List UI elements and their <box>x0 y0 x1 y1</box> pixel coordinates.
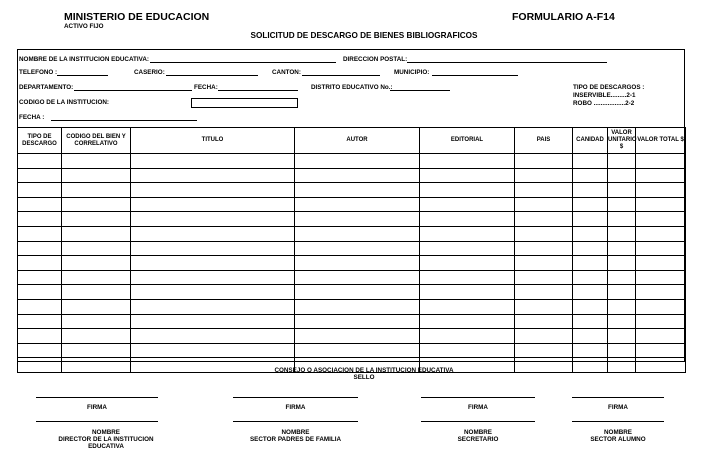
table-cell[interactable] <box>573 241 608 256</box>
field-fecha[interactable] <box>218 90 298 91</box>
table-cell[interactable] <box>62 226 131 241</box>
table-row <box>18 154 686 169</box>
table-cell[interactable] <box>420 329 515 344</box>
label-caserio: CASERIO: <box>134 69 165 76</box>
table-cell[interactable] <box>515 212 573 227</box>
table-cell[interactable] <box>573 154 608 169</box>
table-cell[interactable] <box>295 168 420 183</box>
field-fecha-2[interactable] <box>51 120 197 121</box>
table-cell[interactable] <box>131 197 295 212</box>
table-cell[interactable] <box>573 314 608 329</box>
table-cell[interactable] <box>62 197 131 212</box>
table-cell[interactable] <box>18 285 62 300</box>
table-cell[interactable] <box>131 168 295 183</box>
nombre-student: NOMBRE <box>604 429 632 436</box>
table-row <box>18 270 686 285</box>
table-cell[interactable] <box>573 197 608 212</box>
table-cell[interactable] <box>18 168 62 183</box>
table-cell[interactable] <box>515 299 573 314</box>
table-cell[interactable] <box>608 168 636 183</box>
table-cell[interactable] <box>295 343 420 358</box>
col-autor: AUTOR <box>295 128 420 154</box>
table-cell[interactable] <box>62 168 131 183</box>
table-cell[interactable] <box>62 241 131 256</box>
table-cell[interactable] <box>608 212 636 227</box>
seal-label: SELLO <box>353 374 375 381</box>
table-cell[interactable] <box>131 226 295 241</box>
table-cell[interactable] <box>608 285 636 300</box>
table-cell[interactable] <box>18 197 62 212</box>
table-cell[interactable] <box>18 270 62 285</box>
table-row <box>18 197 686 212</box>
table-cell[interactable] <box>131 270 295 285</box>
table-row <box>18 329 686 344</box>
table-cell[interactable] <box>515 154 573 169</box>
table-cell[interactable] <box>573 299 608 314</box>
col-cantidad: CANIDAD <box>573 128 608 154</box>
table-cell[interactable] <box>420 285 515 300</box>
table-cell[interactable] <box>608 226 636 241</box>
table-cell[interactable] <box>420 299 515 314</box>
table-cell[interactable] <box>295 314 420 329</box>
table-cell[interactable] <box>573 285 608 300</box>
firma-parents: FIRMA <box>285 404 306 411</box>
nombre-secretary: NOMBRE <box>464 429 492 436</box>
field-municipio[interactable] <box>432 75 518 76</box>
table-cell[interactable] <box>62 154 131 169</box>
table-cell[interactable] <box>636 285 686 300</box>
table-row <box>18 183 686 198</box>
label-canton: CANTON: <box>272 69 301 76</box>
table-cell[interactable] <box>420 314 515 329</box>
table-cell[interactable] <box>636 314 686 329</box>
table-row <box>18 241 686 256</box>
label-fecha: FECHA: <box>194 84 218 91</box>
table-cell[interactable] <box>636 270 686 285</box>
label-departamento: DEPARTAMENTO: <box>19 84 74 91</box>
table-cell[interactable] <box>573 212 608 227</box>
table-cell[interactable] <box>62 343 131 358</box>
table-cell[interactable] <box>295 212 420 227</box>
field-departamento[interactable] <box>74 90 192 91</box>
table-cell[interactable] <box>515 226 573 241</box>
table-cell[interactable] <box>131 314 295 329</box>
table-cell[interactable] <box>608 314 636 329</box>
table-cell[interactable] <box>573 226 608 241</box>
table-cell[interactable] <box>295 197 420 212</box>
table-cell[interactable] <box>608 329 636 344</box>
label-institution-name: NOMBRE DE LA INSTITUCION EDUCATIVA: <box>19 56 150 63</box>
table-cell[interactable] <box>573 168 608 183</box>
col-titulo: TITULO <box>131 128 295 154</box>
field-distrito[interactable] <box>390 90 450 91</box>
table-cell[interactable] <box>295 241 420 256</box>
label-codigo: CODIGO DE LA INSTITUCION: <box>19 99 110 106</box>
label-municipio: MUNICIPIO: <box>394 69 430 76</box>
discharge-type-inservible: INSERVIBLE.........2-1 <box>573 92 636 99</box>
table-cell[interactable] <box>636 241 686 256</box>
discharge-types-title: TIPO DE DESCARGOS : <box>573 84 645 91</box>
table-cell[interactable] <box>295 154 420 169</box>
table-cell[interactable] <box>131 256 295 271</box>
label-distrito: DISTRITO EDUCATIVO No.: <box>311 84 393 91</box>
nombre-director: NOMBRE <box>92 429 120 436</box>
table-row <box>18 168 686 183</box>
items-table <box>17 127 686 373</box>
table-cell[interactable] <box>420 226 515 241</box>
name-line-parents[interactable] <box>233 421 358 422</box>
role-director: DIRECTOR DE LA INSTITUCION <box>58 436 154 443</box>
table-cell[interactable] <box>573 329 608 344</box>
name-line-director[interactable] <box>36 421 158 422</box>
table-cell[interactable] <box>515 183 573 198</box>
table-cell[interactable] <box>515 329 573 344</box>
table-cell[interactable] <box>18 256 62 271</box>
table-cell[interactable] <box>62 183 131 198</box>
table-cell[interactable] <box>420 343 515 358</box>
table-cell[interactable] <box>636 183 686 198</box>
table-cell[interactable] <box>608 256 636 271</box>
col-codigo-bien: CODIGO DEL BIEN Y CORRELATIVO <box>62 128 131 154</box>
role-director-2: EDUCATIVA <box>88 443 124 450</box>
role-parents: SECTOR PADRES DE FAMILIA <box>249 436 342 443</box>
signature-line-director[interactable] <box>36 397 158 398</box>
table-cell[interactable] <box>636 212 686 227</box>
role-secretary: SECRETARIO <box>457 436 499 443</box>
table-cell[interactable] <box>18 299 62 314</box>
table-cell[interactable] <box>62 329 131 344</box>
table-cell[interactable] <box>636 256 686 271</box>
field-institution-name[interactable] <box>150 62 336 63</box>
table-cell[interactable] <box>62 314 131 329</box>
table-cell[interactable] <box>131 241 295 256</box>
firma-director: FIRMA <box>87 404 107 411</box>
field-canton[interactable] <box>302 75 380 76</box>
form-code: FORMULARIO A-F14 <box>512 11 615 23</box>
col-valor-unitario: VALOR UNITARIO $ <box>608 128 636 154</box>
table-cell[interactable] <box>295 183 420 198</box>
table-cell[interactable] <box>608 154 636 169</box>
table-row <box>18 256 686 271</box>
table-cell[interactable] <box>636 329 686 344</box>
discharge-type-robo: ROBO ..................2-2 <box>573 100 635 107</box>
signature-line-secretary[interactable] <box>421 397 535 398</box>
table-cell[interactable] <box>420 270 515 285</box>
table-row <box>18 285 686 300</box>
firma-student: FIRMA <box>608 404 628 411</box>
table-cell[interactable] <box>573 343 608 358</box>
signature-line-student[interactable] <box>572 397 664 398</box>
table-cell[interactable] <box>608 241 636 256</box>
table-cell[interactable] <box>420 154 515 169</box>
table-cell[interactable] <box>515 270 573 285</box>
table-cell[interactable] <box>295 299 420 314</box>
table-cell[interactable] <box>608 183 636 198</box>
ministry-title: MINISTERIO DE EDUCACION <box>64 11 210 23</box>
table-cell[interactable] <box>18 212 62 227</box>
table-cell[interactable] <box>131 329 295 344</box>
label-postal-address: DIRECCION POSTAL: <box>343 56 408 63</box>
table-cell[interactable] <box>420 183 515 198</box>
table-cell[interactable] <box>636 299 686 314</box>
col-tipo-descargo: TIPO DE DESCARGO <box>18 128 62 154</box>
role-student: SECTOR ALUMNO <box>590 436 646 443</box>
table-cell[interactable] <box>636 197 686 212</box>
name-line-secretary[interactable] <box>421 421 535 422</box>
table-cell[interactable] <box>515 241 573 256</box>
council-label: CONSEJO O ASOCIACION DE LA INSTITUCION EDUCATIVA <box>274 367 454 374</box>
table-cell[interactable] <box>62 270 131 285</box>
table-cell[interactable] <box>608 270 636 285</box>
table-cell[interactable] <box>608 197 636 212</box>
table-row <box>18 314 686 329</box>
table-cell[interactable] <box>62 212 131 227</box>
table-cell[interactable] <box>18 329 62 344</box>
firma-secretary: FIRMA <box>468 404 488 411</box>
table-cell[interactable] <box>18 154 62 169</box>
table-cell[interactable] <box>515 256 573 271</box>
table-row <box>18 299 686 314</box>
col-pais: PAIS <box>515 128 573 154</box>
table-cell[interactable] <box>573 270 608 285</box>
table-cell[interactable] <box>18 314 62 329</box>
table-cell[interactable] <box>131 343 295 358</box>
table-cell[interactable] <box>420 197 515 212</box>
table-cell[interactable] <box>636 226 686 241</box>
table-cell[interactable] <box>515 168 573 183</box>
table-cell[interactable] <box>515 314 573 329</box>
subtitle: ACTIVO FIJO <box>64 23 104 30</box>
table-cell[interactable] <box>420 241 515 256</box>
table-cell[interactable] <box>515 343 573 358</box>
table-cell[interactable] <box>515 285 573 300</box>
table-cell[interactable] <box>18 226 62 241</box>
col-editorial: EDITORIAL <box>420 128 515 154</box>
field-phone[interactable] <box>57 75 108 76</box>
table-cell[interactable] <box>608 299 636 314</box>
table-header-row <box>18 128 686 154</box>
table-cell[interactable] <box>18 241 62 256</box>
table-cell[interactable] <box>131 285 295 300</box>
field-codigo-box[interactable] <box>191 98 298 108</box>
field-postal-address[interactable] <box>407 62 607 63</box>
table-cell[interactable] <box>295 256 420 271</box>
nombre-parents: NOMBRE <box>281 429 310 436</box>
table-cell[interactable] <box>18 343 62 358</box>
table-cell[interactable] <box>62 256 131 271</box>
table-cell[interactable] <box>573 183 608 198</box>
table-cell[interactable] <box>131 299 295 314</box>
table-cell[interactable] <box>573 256 608 271</box>
table-cell[interactable] <box>295 329 420 344</box>
table-cell[interactable] <box>131 154 295 169</box>
name-line-student[interactable] <box>572 421 664 422</box>
label-fecha-2: FECHA : <box>19 114 45 121</box>
table-row <box>18 343 686 358</box>
table-cell[interactable] <box>62 299 131 314</box>
signature-line-parents[interactable] <box>233 397 358 398</box>
table-cell[interactable] <box>295 270 420 285</box>
table-cell[interactable] <box>131 183 295 198</box>
table-row <box>18 226 686 241</box>
label-phone: TELEFONO : <box>19 69 58 76</box>
table-cell[interactable] <box>62 285 131 300</box>
table-cell[interactable] <box>515 197 573 212</box>
table-cell[interactable] <box>608 343 636 358</box>
table-cell[interactable] <box>420 168 515 183</box>
table-row <box>18 212 686 227</box>
table-cell[interactable] <box>295 226 420 241</box>
table-cell[interactable] <box>636 343 686 358</box>
table-cell[interactable] <box>420 256 515 271</box>
table-cell[interactable] <box>131 212 295 227</box>
table-cell[interactable] <box>18 183 62 198</box>
col-valor-total: VALOR TOTAL $ <box>636 128 686 154</box>
page-title: SOLICITUD DE DESCARGO DE BIENES BIBLIOGRAFICOS <box>250 31 478 40</box>
field-caserio[interactable] <box>166 75 258 76</box>
table-cell[interactable] <box>420 212 515 227</box>
table-cell[interactable] <box>636 168 686 183</box>
table-cell[interactable] <box>636 154 686 169</box>
table-cell[interactable] <box>295 285 420 300</box>
